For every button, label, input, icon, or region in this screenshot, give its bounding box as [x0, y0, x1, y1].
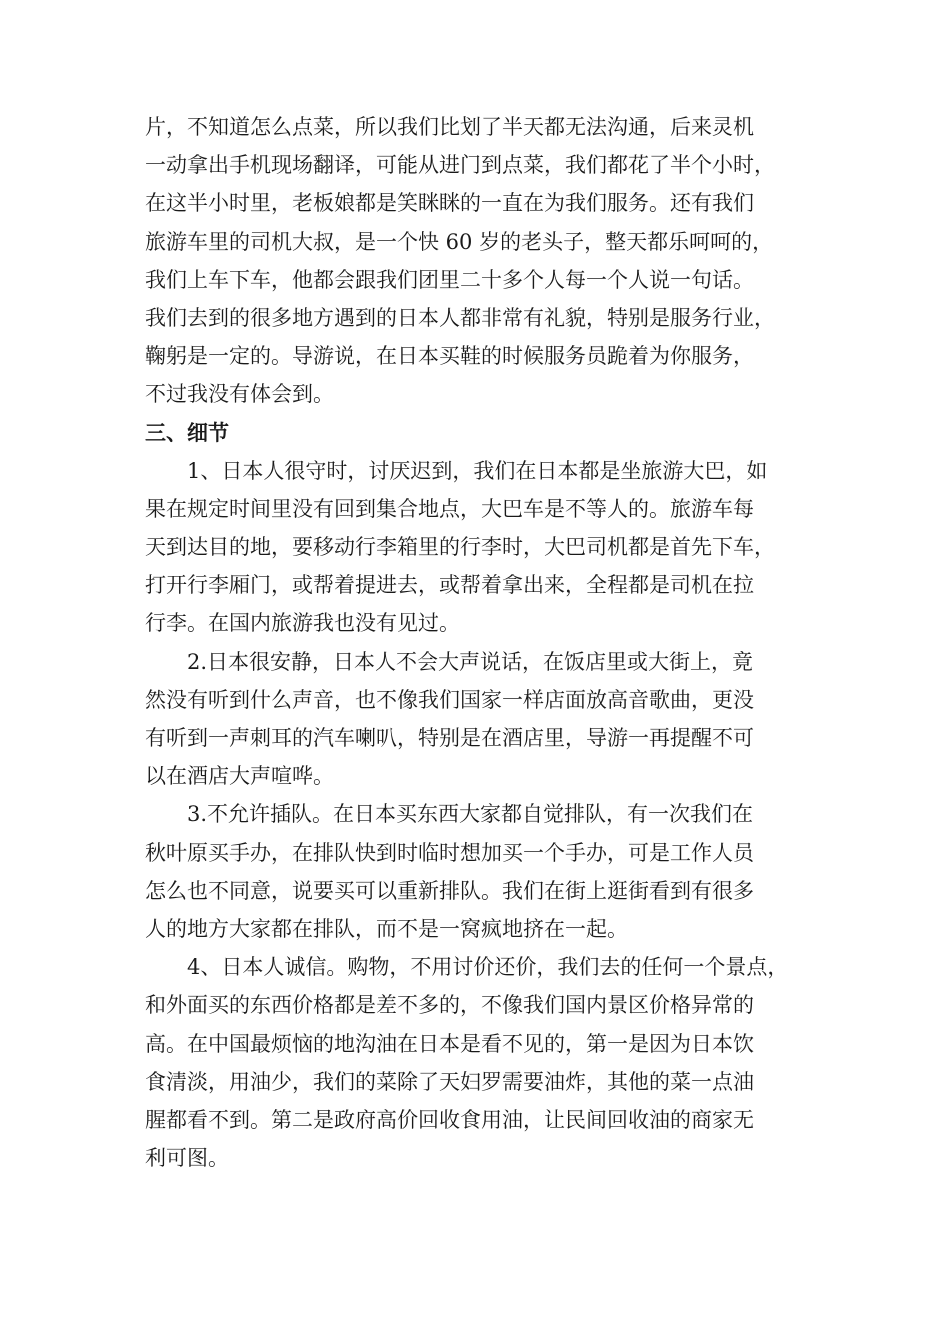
text-line: 旅游车里的司机大叔，是一个快 60 岁的老头子，整天都乐呵呵的，	[145, 229, 774, 254]
text-line: 片，不知道怎么点菜，所以我们比划了半天都无法沟通，后来灵机	[145, 115, 754, 139]
text-line: 在这半小时里，老板娘都是笑眯眯的一直在为我们服务。还有我们	[145, 191, 754, 216]
text-line: 食清淡，用油少，我们的菜除了天妇罗需要油炸，其他的菜一点油	[145, 1069, 754, 1094]
text-line: 人的地方大家都在排队，而不是一窝疯地挤在一起。	[145, 916, 628, 941]
text-line: 果在规定时间里没有回到集合地点，大巴车是不等人的。旅游车每	[145, 496, 754, 521]
text-line: 天到达目的地，要移动行李箱里的行李时，大巴司机都是首先下车，	[145, 535, 775, 560]
text-line: 行李。在国内旅游我也没有见过。	[145, 611, 460, 636]
text-line: 利可图。	[145, 1146, 229, 1171]
text-line: 一动拿出手机现场翻译，可能从进门到点菜，我们都花了半个小时，	[145, 153, 775, 178]
text-line: 然没有听到什么声音，也不像我们国家一样店面放高音歌曲，更没	[145, 687, 754, 712]
text-line: 以在酒店大声喧哗。	[145, 764, 334, 789]
text-line: 打开行李厢门，或帮着提进去，或帮着拿出来，全程都是司机在拉	[145, 573, 754, 598]
text-line: 我们上车下车，他都会跟我们团里二十多个人每一个人说一句话。	[145, 267, 754, 292]
text-line: 腥都看不到。第二是政府高价回收食用油，让民间回收油的商家无	[145, 1107, 754, 1132]
text-line: 秋叶原买手办，在排队快到时临时想加买一个手办，可是工作人员	[145, 840, 754, 865]
text-line: 1、日本人很守时，讨厌迟到，我们在日本都是坐旅游大巴，如	[187, 458, 768, 483]
text-line: 2.日本很安静，日本人不会大声说话，在饭店里或大街上，竟	[187, 649, 754, 674]
body-text	[145, 108, 835, 1177]
text-line: 鞠躬是一定的。导游说，在日本买鞋的时候服务员跪着为你服务，	[145, 344, 754, 369]
text-line: 我们去到的很多地方遇到的日本人都非常有礼貌，特别是服务行业，	[145, 305, 775, 330]
section-heading: 三、细节	[145, 419, 229, 445]
text-line: 不过我没有体会到。	[145, 382, 334, 407]
text-line: 高。在中国最烦恼的地沟油在日本是看不见的，第一是因为日本饮	[145, 1031, 754, 1056]
text-line: 3.不允许插队。在日本买东西大家都自觉排队，有一次我们在	[187, 802, 754, 827]
text-line: 和外面买的东西价格都是差不多的，不像我们国内景区价格异常的	[145, 993, 754, 1018]
text-line: 有听到一声刺耳的汽车喇叭，特别是在酒店里，导游一再提醒不可	[145, 726, 754, 750]
text-line: 4、日本人诚信。购物，不用讨价还价，我们去的任何一个景点，	[187, 955, 789, 980]
text-line: 怎么也不同意，说要买可以重新排队。我们在街上逛街看到有很多	[145, 878, 754, 903]
